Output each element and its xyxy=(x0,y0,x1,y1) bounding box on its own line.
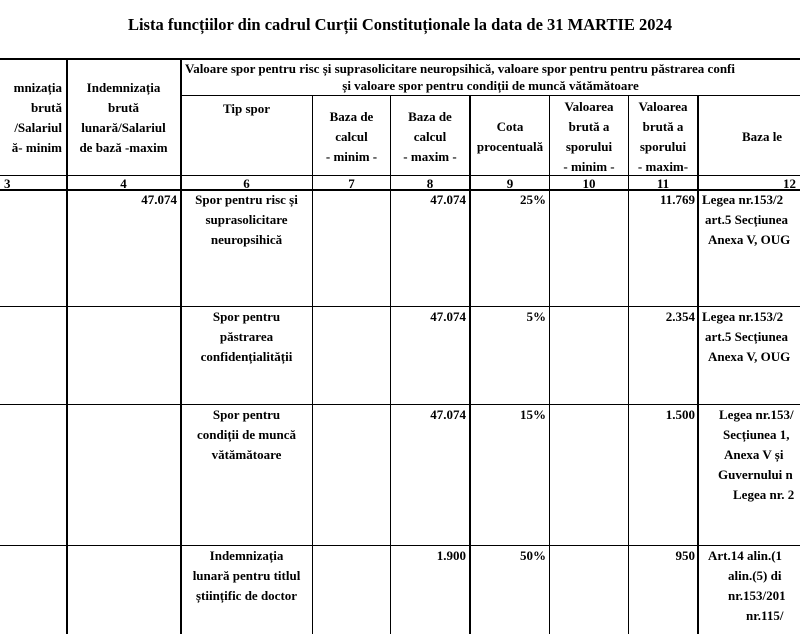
row4-baza-max: 1.900 xyxy=(436,548,466,563)
header-col11: Valoarea brută a sporului - maxim- xyxy=(637,99,689,174)
row1-cota: 25% xyxy=(520,192,546,207)
col-number: 10 xyxy=(582,176,596,191)
header-col4: Indemnizația brută lunară/Salariul de bază -maxim xyxy=(79,80,168,155)
span-header-underline xyxy=(181,95,800,96)
document-title: Lista funcțiilor din cadrul Curții Constituționale la data de 31 MARTIE 2024 xyxy=(127,15,673,34)
row4-baza-legala: Art.14 alin.(1 alin.(5) di nr.153/201 nr.115/ xyxy=(708,548,786,623)
row1-tip-spor: Spor pentru risc și suprasolicitare neuropsihică xyxy=(195,192,298,247)
row1-baza-legala: Legea nr.153/2 art.5 Secțiunea Anexa V, OUG xyxy=(702,192,791,247)
row1-col4-value: 47.074 xyxy=(141,192,177,207)
row1-val-max: 11.769 xyxy=(659,192,695,207)
col-number: 9 xyxy=(506,176,514,191)
header-col7: Baza de calcul - minim - xyxy=(325,109,378,164)
col-number: 7 xyxy=(348,176,355,191)
row2-cota: 5% xyxy=(526,309,546,324)
col-number: 4 xyxy=(120,176,127,191)
header-col3: mnizația brută /Salariul ă- minim xyxy=(11,80,62,155)
row2-baza-max: 47.074 xyxy=(430,309,466,324)
header-col12: Baza le xyxy=(742,129,783,144)
header-col8: Baza de calcul - maxim - xyxy=(403,109,457,164)
col-number: 8 xyxy=(426,176,434,191)
header-col9: Cota procentuală xyxy=(476,119,544,154)
row2-baza-legala: Legea nr.153/2 art.5 Secțiunea Anexa V, OUG xyxy=(702,309,791,364)
row4-val-max: 950 xyxy=(675,548,695,563)
row3-val-max: 1.500 xyxy=(665,407,695,422)
col-number: 6 xyxy=(243,176,250,191)
col-number: 3 xyxy=(4,176,11,191)
row1-baza-max: 47.074 xyxy=(430,192,466,207)
row3-baza-max: 47.074 xyxy=(430,407,466,422)
col-divider-11-12 xyxy=(697,95,699,634)
col-number: 11 xyxy=(656,176,670,191)
row4-tip-spor: Indemnizația lunară pentru titlul științific de doctor xyxy=(192,548,301,603)
row2-val-max: 2.354 xyxy=(665,309,695,324)
header-tip-spor: Tip spor xyxy=(222,101,271,116)
col-number: 12 xyxy=(783,176,796,191)
header-col10: Valoarea brută a sporului - minim - xyxy=(563,99,615,174)
row3-baza-legala: Legea nr.153/ Secțiunea 1, Anexa V și Guvernului n Legea nr. 2 xyxy=(718,407,795,502)
row3-cota: 15% xyxy=(520,407,546,422)
header-span-line-1: Valoare spor pentru risc și suprasolicitare neuropsihică, valoare spor pentru pentru păstrarea confi xyxy=(185,61,735,76)
row4-cota: 50% xyxy=(520,548,546,563)
header-span-line-2: și valoare spor pentru condiții de muncă vătămătoare xyxy=(342,78,639,93)
row2-tip-spor: Spor pentru păstrarea confidențialității xyxy=(200,309,293,364)
row3-tip-spor: Spor pentru condiții de muncă vătămătoare xyxy=(197,407,296,462)
